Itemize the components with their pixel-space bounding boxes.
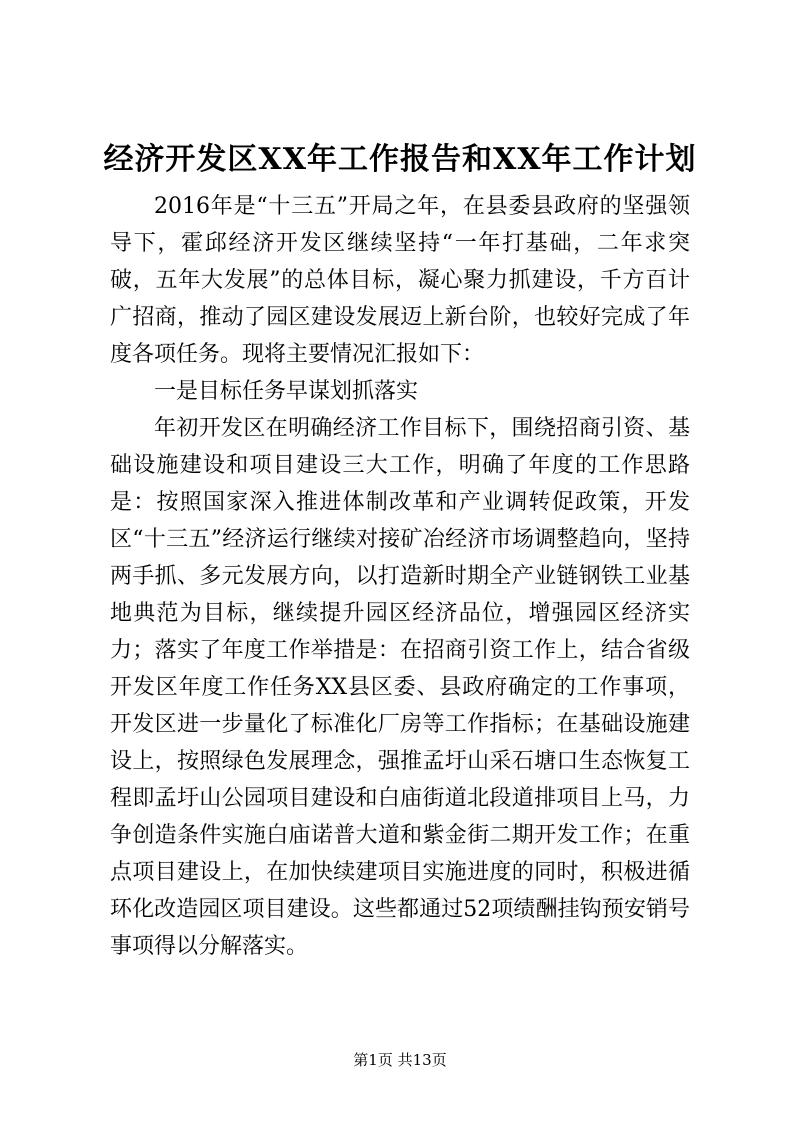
section-heading: 一是目标任务早谋划抓落实 bbox=[154, 379, 419, 404]
document-title: 经济开发区XX年工作报告和XX年工作计划 bbox=[103, 142, 697, 177]
intro-paragraph: 2016年是“十三五”开局之年，在县委县政府的坚强领导下，霍邱经济开发区继续坚持“一年打基础，二年求突破，五年大发展”的总体目标，凝心聚力抓建设，千方百计广招商，推动了园区建设发展迈上新台阶，也较好完成了年度各项任务。现将主要情况汇报如下： bbox=[110, 194, 690, 367]
section-paragraph: 年初开发区在明确经济工作目标下，围绕招商引资、基础设施建设和项目建设三大工作，明确了年度的工作思路是：按照国家深入推进体制改革和产业调转促政策，开发区“十三五”经济运行继续对接矿冶经济市场调整趋向，坚持两手抓、多元发展方向，以打造新时期全产业链钢铁工业基地典范为目标，继续提升园区经济品位，增强园区经济实力；落实了年度工作举措是：在招商引资工作上，结合省级开发区年度工作任务XX县区委、县政府确定的工作事项，开发区进一步量化了标准化厂房等工作指标；在基础设施建设上，按照绿色发展理念，强推孟圩山采石塘口生态恢复工程即孟圩山公园项目建设和白庙街道北段道排项目上马，力争创造条件实施白庙诺普大道和紫金街二期开发工作；在重点项目建设上，在加快续建项目实施进度的同时，积极进循环化改造园区项目建设。这些都通过52项绩酬挂钩预安销号事项得以分解落实。 bbox=[110, 416, 690, 959]
document-body bbox=[110, 188, 690, 965]
page-number-footer: 第1页 共13页 bbox=[353, 1051, 447, 1069]
